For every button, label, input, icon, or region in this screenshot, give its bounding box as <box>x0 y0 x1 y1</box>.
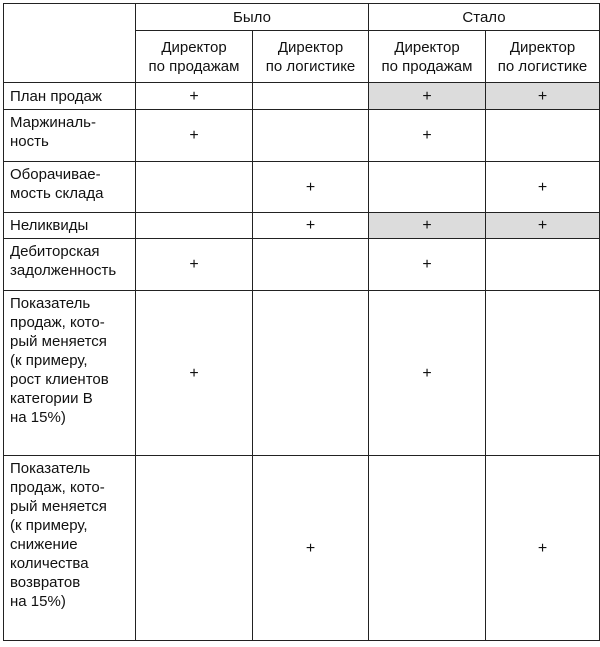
row-label-line: рост клиентов <box>10 371 109 388</box>
col-header-sales-after <box>369 31 486 83</box>
cell-sales-before <box>136 213 253 239</box>
cell-logistics-before <box>253 83 369 110</box>
group-header-after: Стало <box>369 4 600 31</box>
table-row <box>4 291 600 456</box>
row-label-line: продаж, кото- <box>10 479 105 496</box>
cell-logistics-before <box>253 239 369 291</box>
col-header-sales-before <box>136 31 253 83</box>
row-label-line: (к примеру, <box>10 517 88 534</box>
row-label <box>4 83 136 110</box>
cell-logistics-after <box>486 110 600 162</box>
cell-sales-after <box>369 456 486 641</box>
cell-logistics-before: + <box>253 456 369 641</box>
table-row <box>4 239 600 291</box>
cell-sales-before <box>136 162 253 213</box>
cell-logistics-after <box>486 239 600 291</box>
cell-sales-before: + <box>136 83 253 110</box>
col-header-line: по продажам <box>381 57 473 75</box>
table-row <box>4 110 600 162</box>
col-header-line: Директор <box>277 38 344 56</box>
cell-sales-before: + <box>136 291 253 456</box>
table-row <box>4 162 600 213</box>
col-header-logistics-after <box>486 31 600 83</box>
cell-sales-after: + <box>369 239 486 291</box>
row-label-line: Маржиналь- <box>10 114 96 131</box>
row-label-line: мость склада <box>10 185 104 202</box>
row-label-line: ность <box>10 133 49 150</box>
row-label <box>4 213 136 239</box>
row-label-line: План продаж <box>10 87 102 105</box>
cell-sales-after: + <box>369 110 486 162</box>
cell-logistics-before <box>253 110 369 162</box>
row-label <box>4 110 136 162</box>
cell-sales-before: + <box>136 239 253 291</box>
row-label-line: Показатель <box>10 295 91 312</box>
row-label <box>4 291 136 456</box>
row-label-line: Дебиторская <box>10 243 100 260</box>
table-row <box>4 83 600 110</box>
col-header-line: по продажам <box>148 57 240 75</box>
cell-sales-after: + <box>369 291 486 456</box>
cell-logistics-after: + <box>486 83 600 110</box>
col-header-line: по логистике <box>497 57 588 75</box>
cell-sales-after <box>369 162 486 213</box>
row-label-line: продаж, кото- <box>10 314 105 331</box>
row-label-line: на 15%) <box>10 593 66 610</box>
cell-logistics-before: + <box>253 162 369 213</box>
col-header-line: по логистике <box>265 57 356 75</box>
row-label-line: Показатель <box>10 460 91 477</box>
row-label-line: рый меняется <box>10 498 107 515</box>
cell-sales-before: + <box>136 110 253 162</box>
col-header-line: Директор <box>509 38 576 56</box>
cell-logistics-after: + <box>486 213 600 239</box>
table-row <box>4 213 600 239</box>
cell-logistics-before <box>253 291 369 456</box>
row-label-line: Оборачивае- <box>10 166 101 183</box>
row-label <box>4 162 136 213</box>
row-label-line: категории В <box>10 390 93 407</box>
group-header-before: Было <box>136 4 369 31</box>
row-label <box>4 456 136 641</box>
col-header-line: Директор <box>394 38 460 56</box>
row-label-line: рый меняется <box>10 333 107 350</box>
row-label-line: на 15%) <box>10 409 66 426</box>
cell-logistics-after: + <box>486 456 600 641</box>
cell-sales-before <box>136 456 253 641</box>
row-label-line: количества <box>10 555 89 572</box>
table-row <box>4 456 600 641</box>
row-label-line: Неликвиды <box>10 217 89 234</box>
row-label-line: задолженность <box>10 262 117 279</box>
comparison-table <box>3 3 600 641</box>
row-label <box>4 239 136 291</box>
cell-logistics-before: + <box>253 213 369 239</box>
corner-cell <box>4 4 136 83</box>
row-label-line: (к примеру, <box>10 352 88 369</box>
col-header-logistics-before <box>253 31 369 83</box>
row-label-line: снижение <box>10 536 78 553</box>
row-label-line: возвратов <box>10 574 81 591</box>
col-header-line: Директор <box>161 38 227 56</box>
cell-logistics-after <box>486 291 600 456</box>
cell-sales-after: + <box>369 83 486 110</box>
cell-sales-after: + <box>369 213 486 239</box>
cell-logistics-after: + <box>486 162 600 213</box>
